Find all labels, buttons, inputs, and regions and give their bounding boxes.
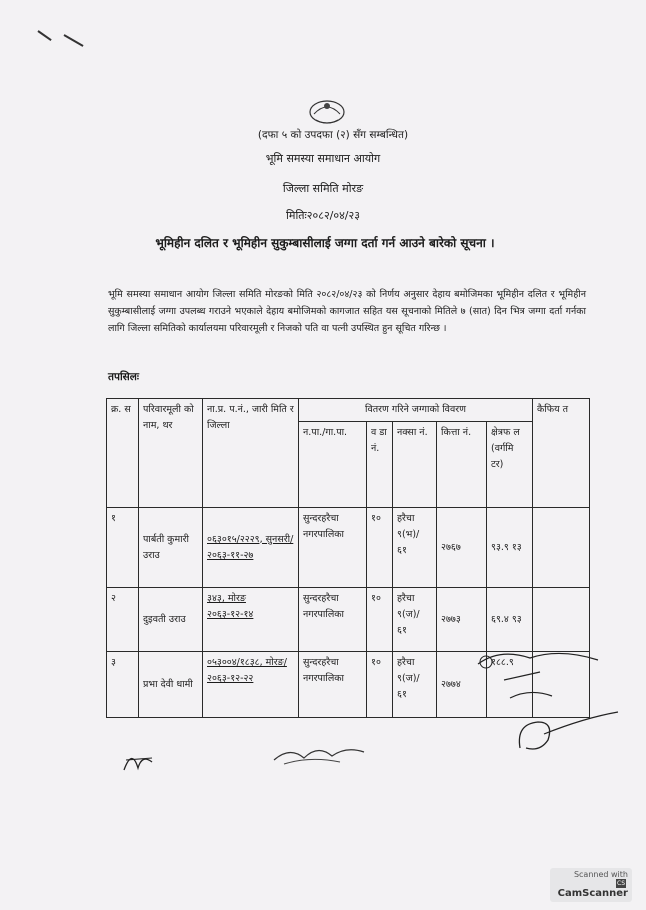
row-plot: २७७४: [437, 652, 487, 718]
header-family-head: परिवारमूली को नाम, थर: [139, 399, 203, 508]
row-area: ६९.४ ९३: [487, 588, 533, 652]
row-municipality: सुन्दरहरैचा नगरपालिका: [299, 588, 367, 652]
row-name: प्रभा देवी धामी: [139, 652, 203, 718]
camscanner-logo-icon: CS: [617, 880, 625, 887]
row-plot: २७७३: [437, 588, 487, 652]
header-distribution-group: वितरण गरिने जग्गाको विवरण: [299, 399, 533, 422]
row-municipality: सुन्दरहरैचा नगरपालिका: [299, 652, 367, 718]
row-ward: १०: [367, 652, 393, 718]
row-ward: १०: [367, 588, 393, 652]
notice-title: भूमिहीन दलित र भूमिहीन सुकुम्बासीलाई जग्गा दर्ता गर्न आउने बारेको सूचना ।: [155, 236, 495, 250]
row-name: पार्बती कुमारी उराउ: [139, 508, 203, 588]
row-ward: १०: [367, 508, 393, 588]
signature-2: [270, 738, 370, 768]
section-reference: (दफा ५ को उपदफा (२) सँग सम्बन्धित): [257, 129, 409, 141]
government-emblem-icon: [306, 96, 348, 126]
row-area: १८८.९: [487, 652, 533, 718]
header-sn: क्र. स: [107, 399, 139, 508]
camscanner-watermark: [550, 868, 632, 902]
row-citizenship: ३४३, मोरङ २०६३-१२-१४: [203, 588, 299, 652]
row-area: ९३.९ १३: [487, 508, 533, 588]
table-header-row: [107, 399, 590, 422]
signature-3: [514, 708, 624, 758]
row-map: हरैचा ९(भ)/ ६१: [393, 508, 437, 588]
header-area: क्षेत्रफ ल (वर्गमि टर): [487, 422, 533, 508]
row-sn: ३: [107, 652, 139, 718]
attachment-label: तपसिलः: [108, 371, 140, 383]
header-remarks: कैफिय त: [533, 399, 590, 508]
table-row: [107, 508, 590, 588]
header-citizenship: ना.प्र. प.नं., जारी मिति र जिल्ला: [203, 399, 299, 508]
scan-mark: [37, 30, 51, 41]
row-remarks: [533, 508, 590, 588]
row-plot: २७६७: [437, 508, 487, 588]
notice-date: मितिः२०८२/०४/२३: [286, 209, 360, 222]
row-citizenship: ०६३०१५/२२२९, सुनसरी/२०६३-११-२७: [203, 508, 299, 588]
header-ward: व डा नं.: [367, 422, 393, 508]
notice-body: भूमि समस्या समाधान आयोग जिल्ला समिति मोरङको मिति २०८२/०४/२३ को निर्णय अनुसार देहाय बमोजिमका भूमिहीन दलित र भूमिहीन सुकुम्बासीलाई जग्गा उपलब्ध गराउने भएकाले देहाय बमोजिमको कागजात सहित यस सूचनाको मितिले ७ (सात) दिन भित्र जग्गा दर्ता गर्नका लागि जिल्ला समितिको कार्यालयमा परिवारमूली र निजको पति वा पत्नी उपस्थित हुन सूचित गरिन्छ ।: [108, 289, 586, 334]
signature-1: [118, 744, 158, 774]
row-sn: २: [107, 588, 139, 652]
area-correction-scribble: [470, 642, 610, 712]
watermark-brand: CamScanner: [557, 888, 628, 899]
header-plot: कित्ता नं.: [437, 422, 487, 508]
header-municipality: न.पा./गा.पा.: [299, 422, 367, 508]
commission-name: भूमि समस्या समाधान आयोग: [265, 152, 381, 165]
row-sn: १: [107, 508, 139, 588]
watermark-caption: Scanned with: [573, 870, 628, 879]
row-municipality: सुन्दरहरैचा नगरपालिका: [299, 508, 367, 588]
row-citizenship: ०५३००४/१८३८, मोरङ/२०६३-१२-२२: [203, 652, 299, 718]
scan-mark: [64, 34, 84, 47]
row-map: हरैचा ९(ज)/ ६१: [393, 588, 437, 652]
row-map: हरैचा ९(ज)/ ६१: [393, 652, 437, 718]
header-map: नक्सा नं.: [393, 422, 437, 508]
row-name: दुइवती उराउ: [139, 588, 203, 652]
district-committee: जिल्ला समिति मोरङ: [282, 182, 364, 195]
